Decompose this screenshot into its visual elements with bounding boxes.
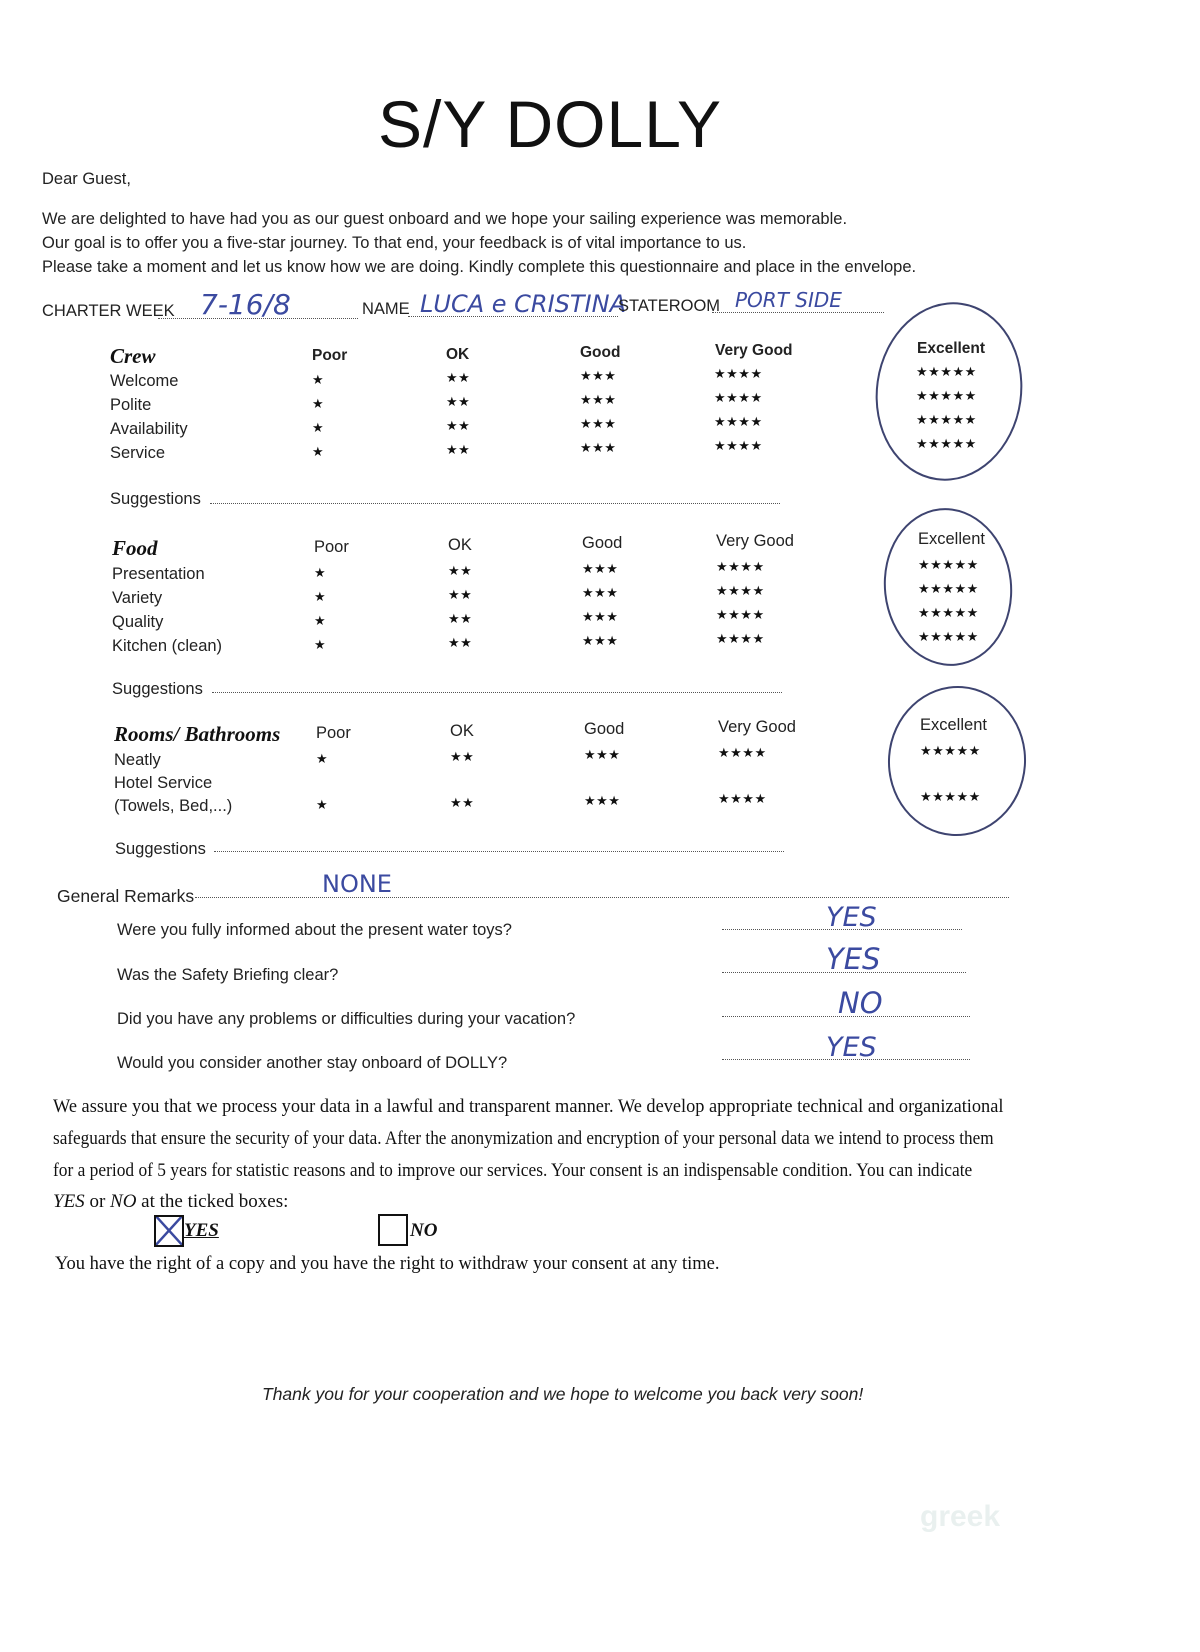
rooms-col-poor: Poor [316,724,351,742]
checkmark-x-icon [156,1217,182,1245]
rating-option[interactable]: ★ [312,396,325,411]
rating-option[interactable]: ★★★★ [714,414,763,429]
answer-problems: NO [838,986,883,1020]
rating-option[interactable]: ★★★ [582,561,619,576]
rating-option[interactable]: ★ [312,372,325,387]
rating-option[interactable]: ★★★ [580,368,617,383]
question-safety-briefing: Was the Safety Briefing clear? [117,966,339,984]
crew-col-ok: OK [446,346,470,363]
crew-section-title: Crew [110,344,156,368]
rating-option[interactable]: ★★★★★ [916,364,977,379]
rating-option[interactable]: ★★★★★ [918,557,979,572]
intro-line-3: Please take a moment and let us know how we are doing. Kindly complete this questionnaire and place in the envelope. [42,258,917,276]
rating-option[interactable]: ★★★ [584,747,621,762]
rating-option[interactable]: ★★★★ [716,631,765,646]
rating-option[interactable]: ★★★★★ [918,581,979,596]
rating-option[interactable]: ★★★★ [716,607,765,622]
crew-col-excellent: Excellent [917,340,986,357]
rating-option[interactable]: ★★★★ [718,791,767,806]
food-col-ok: OK [448,536,472,554]
stateroom-value: PORT SIDE [735,288,842,312]
food-col-poor: Poor [314,538,349,556]
rating-option[interactable]: ★★★★ [718,745,767,760]
crew-col-very-good: Very Good [715,342,793,359]
rating-option[interactable]: ★★★★★ [918,605,979,620]
privacy-line-4 [53,1191,288,1213]
rating-option[interactable]: ★ [314,637,327,652]
question-another-stay: Would you consider another stay onboard of DOLLY? [117,1054,508,1072]
food-excellent-circle-mark [876,502,1020,673]
rating-option[interactable]: ★ [314,613,327,628]
food-suggestions-field[interactable] [212,692,782,693]
rating-option[interactable]: ★★ [450,749,475,764]
rating-option[interactable]: ★ [312,444,325,459]
privacy-line-3: for a period of 5 years for statistic reasons and to improve our services. Your consent is an indispensable condition. You can indicate [53,1160,973,1181]
rating-option[interactable]: ★★ [448,563,473,578]
rooms-col-good: Good [584,720,625,738]
intro-line-1: We are delighted to have had you as our guest onboard and we hope your sailing experience was memorable. [42,210,848,228]
food-item-presentation: Presentation [112,565,205,583]
rating-option[interactable]: ★★★ [584,793,621,808]
rating-option[interactable]: ★★★ [582,633,619,648]
general-remarks-value: NONE [322,870,392,898]
food-item-variety: Variety [112,589,163,607]
rating-option[interactable]: ★ [314,589,327,604]
crew-suggestions-label: Suggestions [110,490,201,508]
intro-line-2: Our goal is to offer you a five-star journey. To that end, your feedback is of vital importance to us. [42,234,747,252]
rating-option[interactable]: ★★ [448,635,473,650]
rooms-item-neatly: Neatly [114,751,161,769]
food-col-good: Good [582,534,623,552]
crew-col-good: Good [580,344,621,361]
privacy-rights-text: You have the right of a copy and you have the right to withdraw your consent at any time. [55,1254,720,1274]
rating-option[interactable]: ★★ [450,795,475,810]
privacy-line-1: We assure you that we process your data in a lawful and transparent manner. We develop appropriate technical and organizational [53,1096,1004,1117]
crew-item-availability: Availability [110,420,188,438]
privacy-yes-inline: YES [53,1191,85,1212]
rating-option[interactable]: ★★★★ [714,438,763,453]
stateroom-field[interactable] [712,312,884,313]
rooms-suggestions-field[interactable] [214,851,784,852]
charter-week-label: CHARTER WEEK [42,302,175,320]
rating-option[interactable]: ★★ [446,418,471,433]
crew-item-service: Service [110,444,166,462]
rating-option[interactable]: ★★ [446,394,471,409]
answer-another-stay: YES [826,1032,877,1063]
rating-option[interactable]: ★★★★★ [916,436,977,451]
rating-option[interactable]: ★★★★ [716,583,765,598]
rooms-item-hotel-service: Hotel Service [114,774,213,792]
rating-option[interactable]: ★★ [448,587,473,602]
rating-option[interactable]: ★★ [446,442,471,457]
food-item-quality: Quality [112,613,164,631]
rooms-excellent-circle-mark [883,681,1031,840]
thank-you-message: Thank you for your cooperation and we hope to welcome you back very soon! [262,1384,864,1404]
question-problems: Did you have any problems or difficulties during your vacation? [117,1010,576,1028]
rating-option[interactable]: ★★★ [580,440,617,455]
question-water-toys: Were you fully informed about the present water toys? [117,921,512,939]
page-title: S/Y DOLLY [377,87,723,161]
rating-option[interactable]: ★★★★★ [918,629,979,644]
food-col-very-good: Very Good [716,532,794,550]
stateroom-label: STATEROOM [618,297,721,315]
watermark-logo: greek [920,1500,1001,1533]
rating-option[interactable]: ★★★★★ [920,789,981,804]
crew-col-poor: Poor [312,347,348,364]
food-suggestions-label: Suggestions [112,680,203,698]
rating-option[interactable]: ★★★ [580,416,617,431]
rooms-col-very-good: Very Good [718,718,796,736]
privacy-ticked-text: at the ticked boxes: [136,1191,289,1212]
food-section-title: Food [112,536,158,560]
rooms-col-excellent: Excellent [920,716,987,734]
food-col-excellent: Excellent [918,530,985,548]
food-item-kitchen: Kitchen (clean) [112,637,223,655]
general-remarks-field[interactable] [195,897,1009,898]
rooms-suggestions-label: Suggestions [115,840,206,858]
rating-option[interactable]: ★ [314,565,327,580]
rating-option[interactable]: ★ [316,751,329,766]
consent-no-label: NO [410,1220,438,1241]
rooms-section-title: Rooms/ Bathrooms [114,722,281,746]
crew-excellent-circle-mark [864,293,1033,491]
rating-option[interactable]: ★★ [448,611,473,626]
rating-option[interactable]: ★ [316,797,329,812]
consent-yes-label: YES [184,1220,219,1241]
rating-option[interactable]: ★★★ [580,392,617,407]
name-value: LUCA e CRISTINA [420,290,626,318]
crew-suggestions-field[interactable] [210,503,780,504]
rating-option[interactable]: ★★★★ [716,559,765,574]
rating-option[interactable]: ★★★ [582,585,619,600]
rating-option[interactable]: ★★★★★ [920,743,981,758]
rating-option[interactable]: ★★★ [582,609,619,624]
answer-water-toys: YES [826,902,877,933]
rating-option[interactable]: ★★★★ [714,390,763,405]
crew-item-polite: Polite [110,396,152,414]
privacy-or-inline: or [84,1191,111,1212]
general-remarks-label: General Remarks [57,886,195,906]
answer-safety-briefing: YES [826,942,881,976]
rooms-item-towels-bed: (Towels, Bed,...) [114,797,233,815]
crew-item-welcome: Welcome [110,372,179,390]
name-label: NAME [362,300,410,318]
rating-option[interactable]: ★★★★★ [916,388,977,403]
rating-option[interactable]: ★ [312,420,325,435]
greeting: Dear Guest, [42,170,131,188]
charter-week-value: 7-16/8 [200,288,291,321]
rooms-col-ok: OK [450,722,474,740]
privacy-line-2: safeguards that ensure the security of your data. After the anonymization and encryption of your personal data we intend to process them [53,1128,994,1149]
consent-no-checkbox[interactable] [378,1214,408,1246]
rating-option[interactable]: ★★★★★ [916,412,977,427]
privacy-no-inline: NO [110,1191,137,1212]
rating-option[interactable]: ★★★★ [714,366,763,381]
rating-option[interactable]: ★★ [446,370,471,385]
consent-yes-checkbox[interactable] [154,1215,184,1247]
